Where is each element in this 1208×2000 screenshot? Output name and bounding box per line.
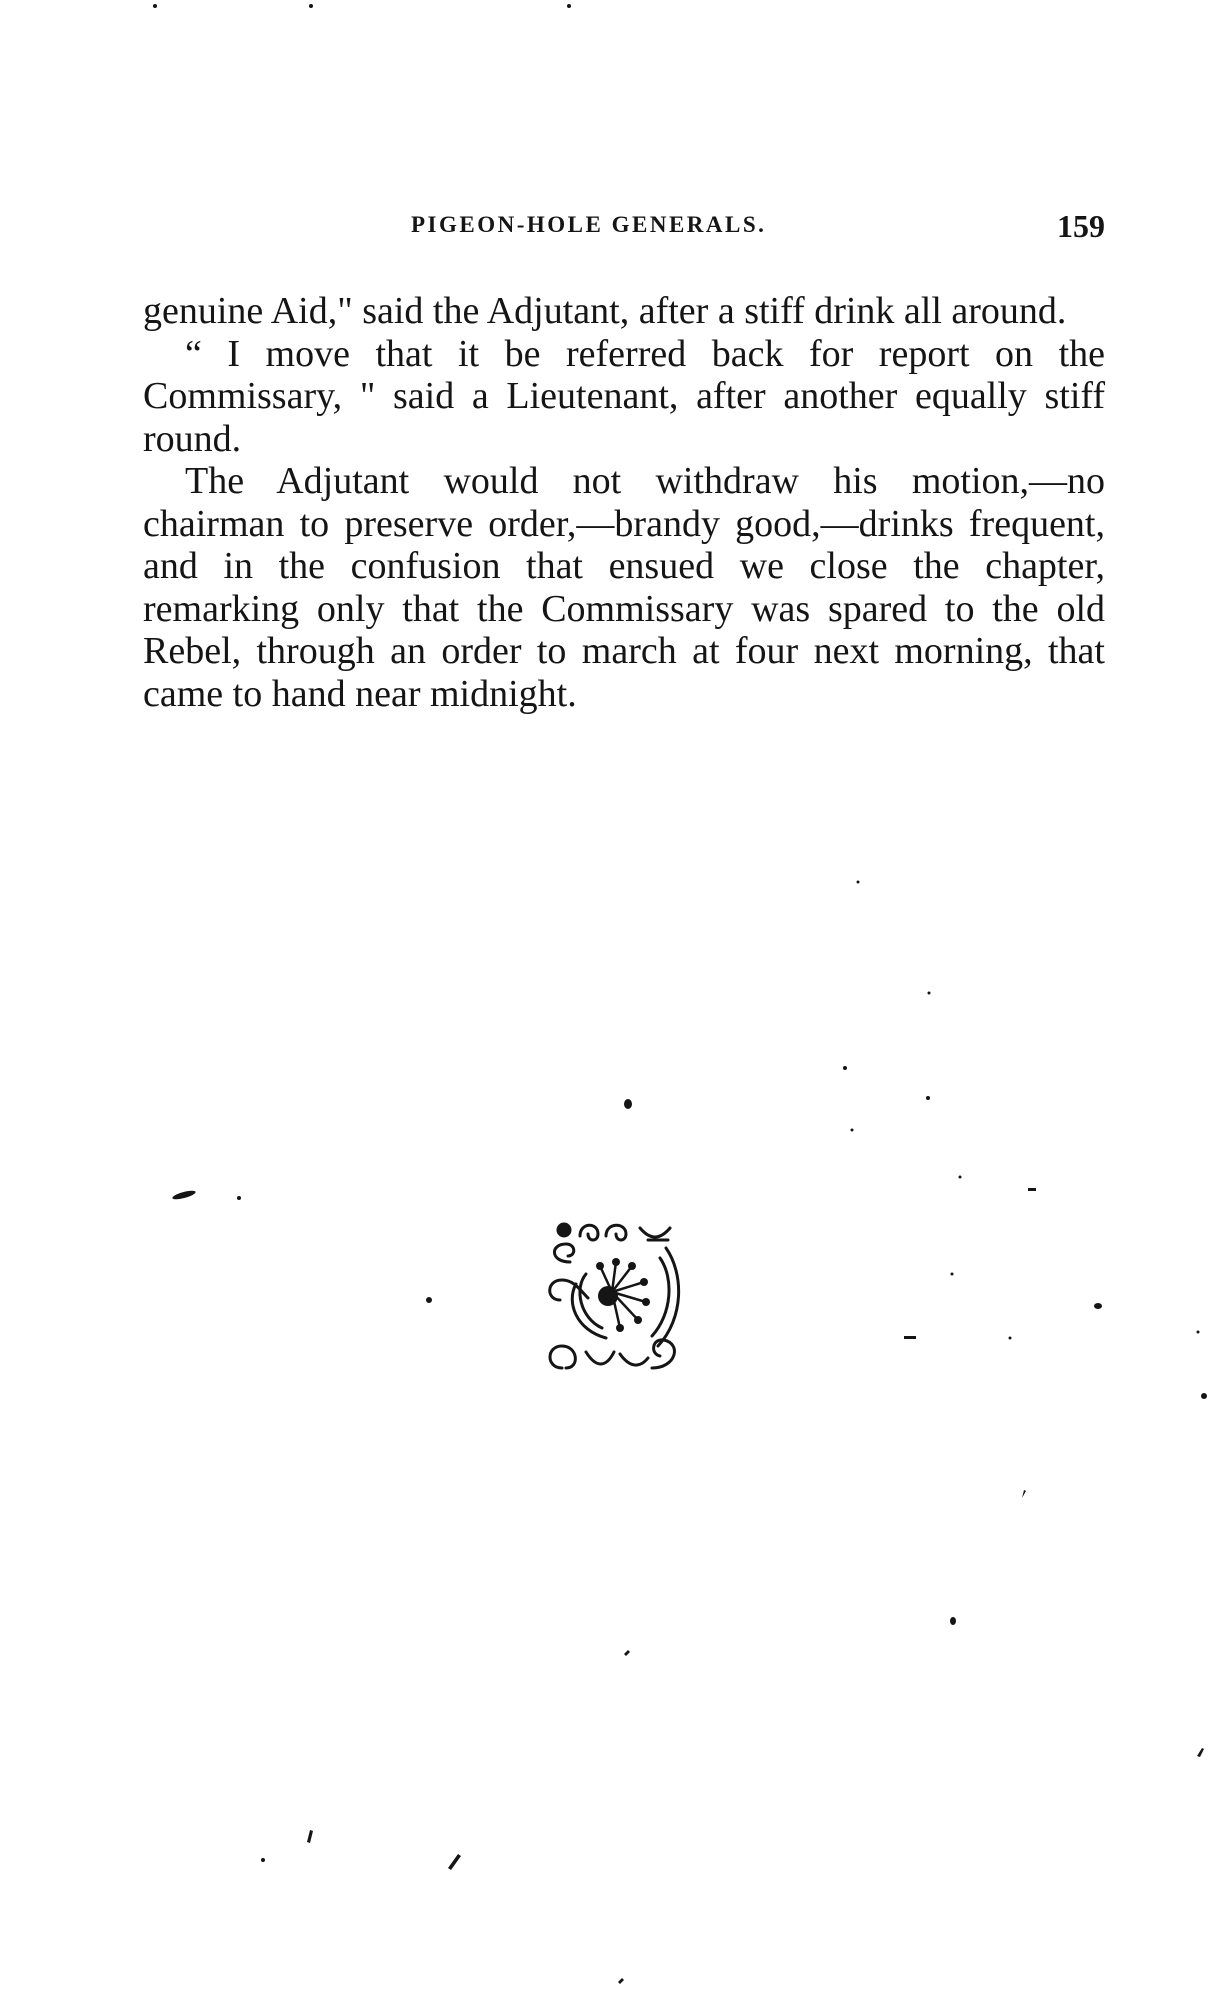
paragraph-continuation: genuine Aid," said the Adjutant, after a stiff drink all around. <box>143 290 1067 332</box>
floral-tailpiece-icon <box>540 1218 700 1378</box>
body-text <box>143 290 1105 715</box>
page-number: 159 <box>1057 208 1105 244</box>
paragraph-chapter-close: The Adjutant would not withdraw his motion,—no chairman to preserve order,—brandy good,—drinks frequent, and in the confusion that ensued we close the chapter, remarking only that the Commissary was spared to the old Rebel, through an order to march at four next morning, that came to hand near midnight. <box>143 460 1105 715</box>
paragraph-lieutenant-quote: “ I move that it be referred back for report on the Commissary, " said a Lieutenant, after another equally stiff round. <box>143 332 1105 460</box>
running-title: PIGEON-HOLE GENERALS. <box>411 212 767 237</box>
running-head <box>143 208 1105 248</box>
